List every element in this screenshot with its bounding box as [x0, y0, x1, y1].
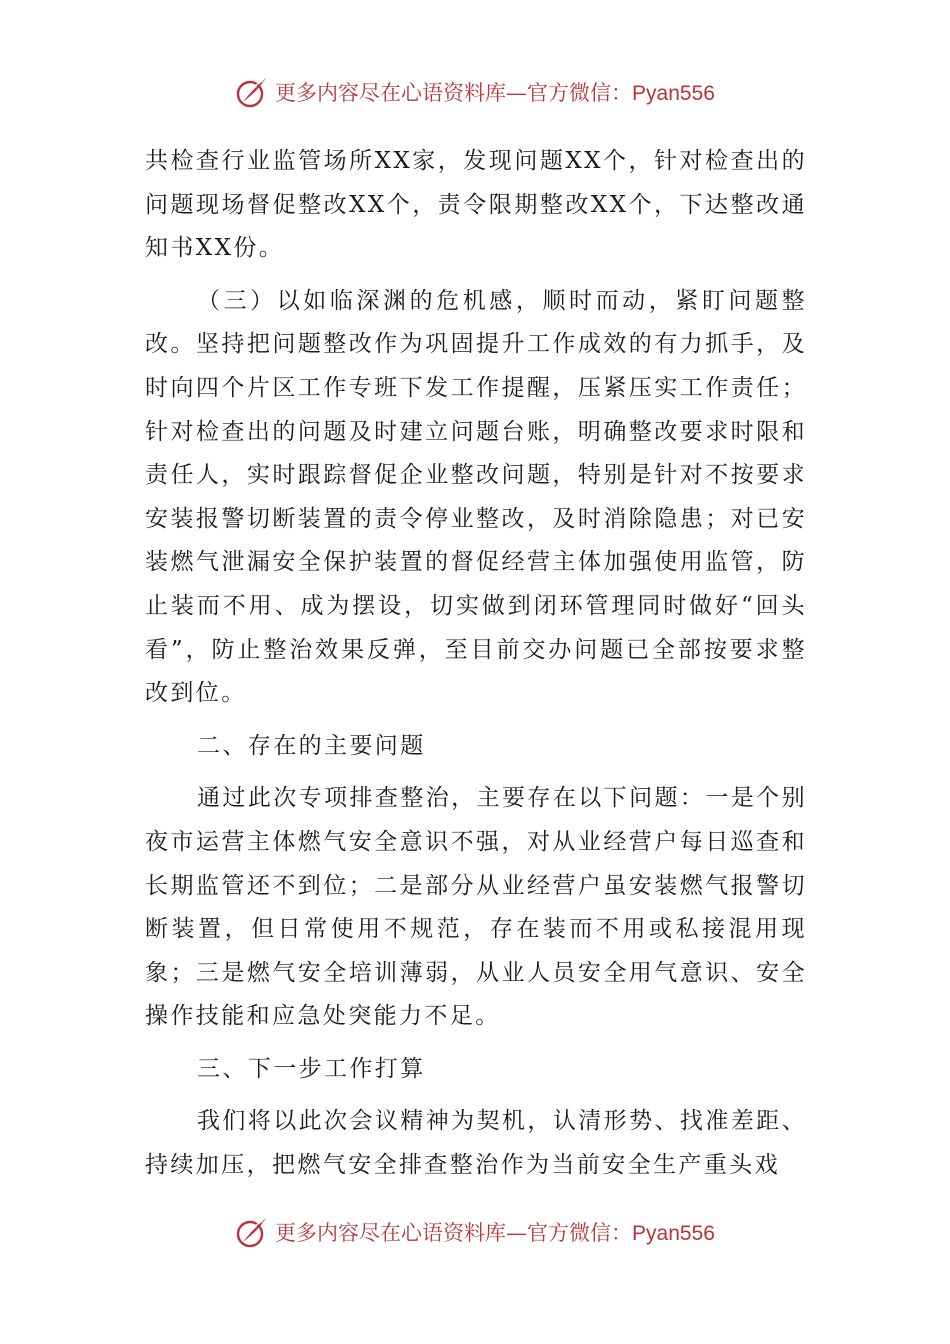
- wechat-id: Pyan556: [632, 1222, 715, 1245]
- quill-logo-icon: [235, 75, 269, 109]
- banner-text: [275, 1217, 715, 1247]
- paragraph-3: 通过此次专项排查整治，主要存在以下问题：一是个别夜市运营主体燃气安全意识不强，对从业经营户每日巡查和长期监管还不到位；二是部分从业经营户虽安装燃气报警切断装置，但日常使用不规范，存在装而不用或私接混用现象；三是燃气安全培训薄弱，从业人员安全用气意识、安全操作技能和应急处突能力不足。: [145, 785, 807, 1030]
- paragraph-4: 我们将以此次会议精神为契机，认清形势、找准差距、持续加压，把燃气安全排查整治作为当前安全生产重头戏: [145, 1108, 807, 1179]
- paragraph-1: 共检查行业监管场所XX家，发现问题XX个，针对检查出的问题现场督促整改XX个，责令限期整改XX个，下达整改通知书XX份。: [145, 148, 807, 262]
- banner-text: [275, 77, 715, 107]
- header-banner: [0, 68, 950, 116]
- section-heading-2: 二、存在的主要问题: [197, 732, 426, 759]
- paragraph-2: （三）以如临深渊的危机感，顺时而动，紧盯问题整改。坚持把问题整改作为巩固提升工作成效的有力抓手，及时向四个片区工作专班下发工作提醒，压紧压实工作责任；针对检查出的问题及时建立问题台账，明确整改要求时限和责任人，实时跟踪督促企业整改问题，特别是针对不按要求安装报警切断装置的责令停业整改，及时消除隐患；对已安装燃气泄漏安全保护装置的督促经营主体加强使用监管，防止装而不用、成为摆设，切实做到闭环管理同时做好“回头看”，防止整治效果反弹，至目前交办问题已全部按要求整改到位。: [145, 287, 807, 707]
- banner-label: 更多内容尽在心语资料库—官方微信：: [275, 81, 633, 105]
- quill-logo-icon: [235, 1215, 269, 1249]
- banner-label: 更多内容尽在心语资料库—官方微信：: [275, 1221, 633, 1245]
- section-heading-3: 三、下一步工作打算: [197, 1055, 426, 1082]
- document-body: [145, 140, 807, 1197]
- wechat-id: Pyan556: [632, 82, 715, 105]
- footer-banner: [0, 1208, 950, 1256]
